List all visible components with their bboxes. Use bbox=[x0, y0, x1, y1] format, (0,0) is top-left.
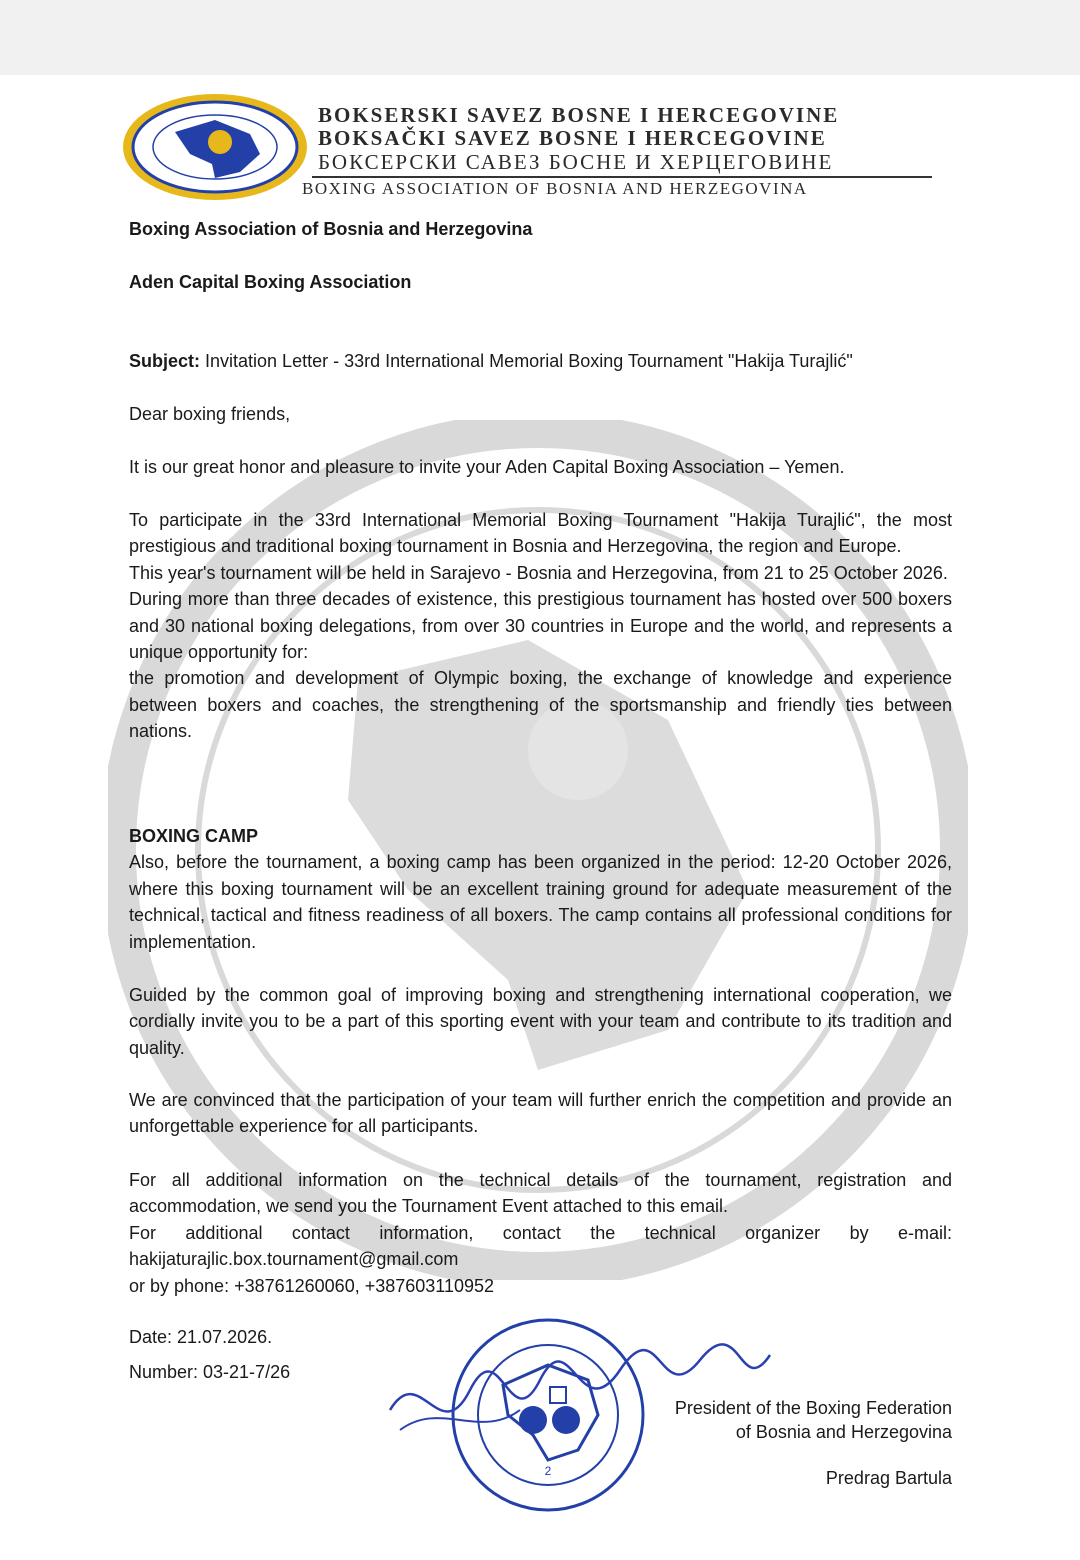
greeting: Dear boxing friends, bbox=[129, 404, 291, 424]
paragraph-4: the promotion and development of Olympic boxing, the exchange of knowledge and experience between boxers and coaches, the strengthening of the sportsmanship and friendly ties between nations. bbox=[129, 668, 952, 742]
top-bar bbox=[0, 0, 1080, 75]
paragraph-5: Guided by the common goal of improving boxing and strengthening international cooperation, we cordially invite you to be a part of this sporting event with your team and contribute to its tradition and quality. bbox=[129, 985, 952, 1058]
body-main bbox=[129, 507, 952, 745]
paragraph-1: To participate in the 33rd International Memorial Boxing Tournament "Hakija Turajlić", the most prestigious and traditional boxing tournament in Bosnia and Herzegovina, the region and Europe. bbox=[129, 510, 952, 557]
contact-email: hakijaturajlic.box.tournament@gmail.com bbox=[129, 1249, 459, 1270]
subject-text: Invitation Letter - 33rd International Memorial Boxing Tournament "Hakija Turajlić" bbox=[200, 351, 853, 371]
subject-line bbox=[129, 348, 952, 374]
contact-phone: or by phone: +38761260060, +387603110952 bbox=[129, 1275, 495, 1296]
paragraph-6: We are convinced that the participation of your team will further enrich the competition and provide an unforgettable experience for all participants. bbox=[129, 1090, 952, 1137]
signatory-block bbox=[560, 1396, 952, 1490]
subject-label: Subject: bbox=[129, 351, 201, 371]
seal-number: 2 bbox=[544, 1464, 552, 1478]
intro-paragraph: It is our great honor and pleasure to invite your Aden Capital Boxing Association – Yemen. bbox=[129, 457, 845, 477]
letterhead-line-4: BOXING ASSOCIATION OF BOSNIA AND HERZEGOVINA bbox=[302, 179, 808, 198]
letterhead-divider bbox=[312, 176, 932, 178]
paragraph-8: For additional contact information, contact the technical organizer by e-mail: bbox=[129, 1222, 952, 1243]
camp-paragraph: Also, before the tournament, a boxing camp has been organized in the period: 12-20 October 2026, where this boxing tournament will be an excellent training ground for adequate measurement of the technical, tactical and fitness readiness of all boxers. The camp contains all professional conditions for implementation. bbox=[129, 852, 952, 952]
letter-number: Number: 03-21-7/26 bbox=[129, 1362, 291, 1382]
recipient-org: Aden Capital Boxing Association bbox=[129, 272, 412, 292]
letterhead-line-3: БОКСЕРСКИ САВЕЗ БОСНЕ И ХЕРЦЕГОВИНЕ bbox=[318, 150, 834, 174]
letterhead-line-2: BOKSAČKI SAVEZ BOSNE I HERCEGOVINE bbox=[318, 126, 827, 150]
paragraph-3: During more than three decades of existence, this prestigious tournament has hosted over 500 boxers and 30 national boxing delegations, from over 30 countries in Europe and the world, and represents a unique opportunity for: bbox=[129, 589, 952, 663]
contact-section bbox=[129, 1167, 952, 1299]
camp-heading: BOXING CAMP bbox=[129, 826, 259, 846]
signatory-title-line-1: President of the Boxing Federation bbox=[674, 1398, 952, 1418]
paragraph-2: This year's tournament will be held in Sarajevo - Bosnia and Herzegovina, from 21 to 25 October 2026. bbox=[129, 562, 948, 583]
association-logo bbox=[120, 92, 310, 202]
sender-org: Boxing Association of Bosnia and Herzegovina bbox=[129, 219, 533, 239]
letter-date: Date: 21.07.2026. bbox=[129, 1327, 273, 1347]
camp-section bbox=[129, 823, 952, 955]
letterhead-line-1: BOKSERSKI SAVEZ BOSNE I HERCEGOVINE bbox=[318, 103, 840, 127]
signatory-name: Predrag Bartula bbox=[825, 1468, 952, 1488]
signatory-title-line-2: of Bosnia and Herzegovina bbox=[735, 1422, 952, 1442]
paragraph-7: For all additional information on the technical details of the tournament, registration and accommodation, we send you the Tournament Event attached to this email. bbox=[129, 1170, 952, 1217]
